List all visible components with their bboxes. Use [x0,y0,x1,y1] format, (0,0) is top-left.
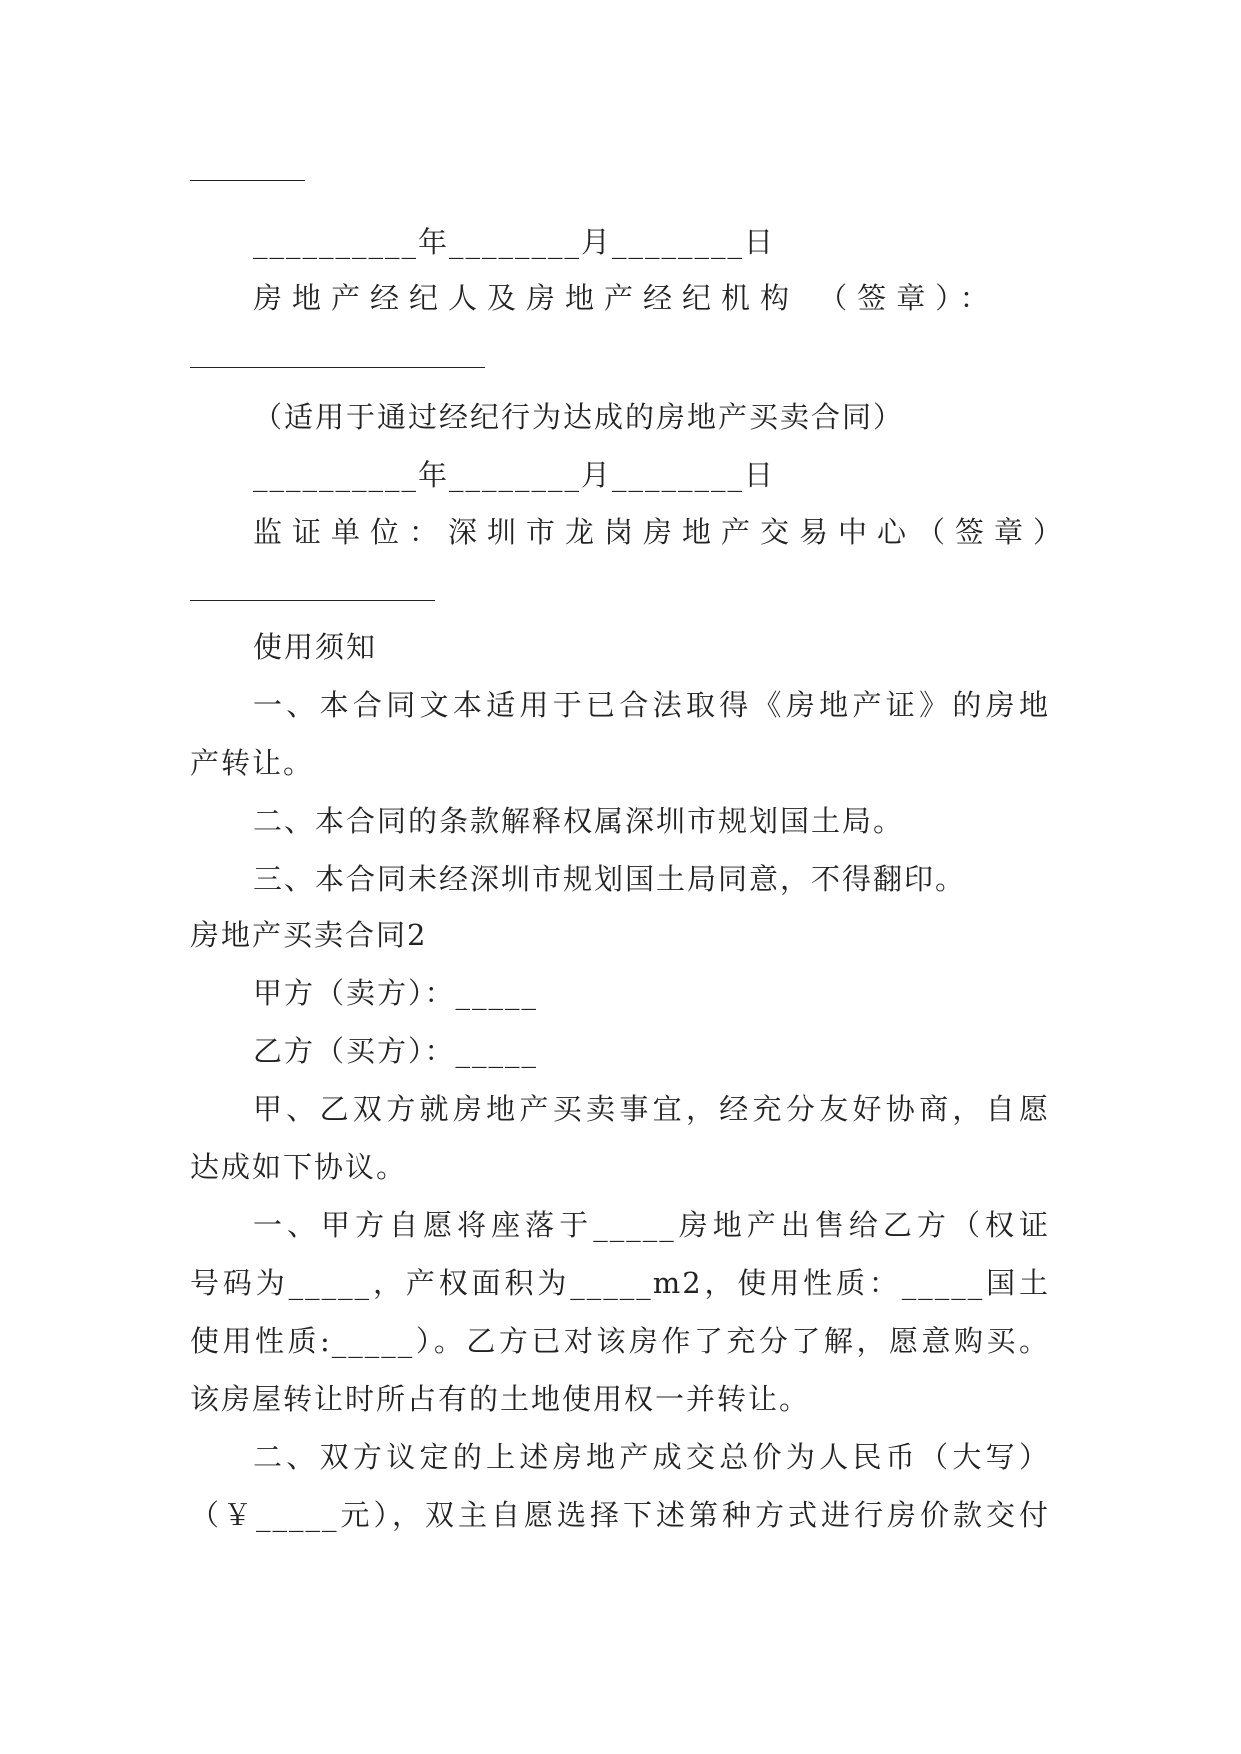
signature-blank-line [190,180,305,181]
date-line: __________年________月________日 [253,225,776,259]
broker-signature-line: 房地产经纪人及房地产经纪机构 （签章）： [253,281,999,315]
supervising-unit-line: 监证单位：深圳市龙岗房地产交易中心（签章） [253,515,1073,549]
clause-2-cont: （￥_____元），双主自愿选择下述第种方式进行房价款交付 [190,1498,1050,1532]
notice-item-1-cont: 产转让。 [190,746,315,780]
signature-blank-line [190,367,485,368]
clause-1-cont: 该房屋转让时所占有的土地使用权一并转让。 [190,1382,811,1416]
party-b-line: 乙方（买方）：_____ [253,1034,539,1068]
date-line: __________年________月________日 [253,458,776,492]
notice-item-2: 二、本合同的条款解释权属深圳市规划国土局。 [253,804,905,838]
contract-title: 房地产买卖合同2 [190,918,428,952]
contract-scope-note: （适用于通过经纪行为达成的房地产买卖合同） [253,400,905,434]
clause-1-cont: 号码为_____，产权面积为_____m2，使用性质：_____国土 [190,1266,1050,1300]
usage-notice-heading: 使用须知 [253,630,378,664]
preamble-paragraph: 甲、乙双方就房地产买卖事宜，经充分友好协商，自愿 [253,1092,1050,1126]
clause-1: 一、甲方自愿将座落于_____房地产出售给乙方（权证 [253,1208,1050,1242]
notice-item-1: 一、本合同文本适用于已合法取得《房地产证》的房地 [253,688,1050,722]
clause-2: 二、双方议定的上述房地产成交总价为人民币（大写） [253,1440,1050,1474]
preamble-paragraph-cont: 达成如下协议。 [190,1150,408,1184]
clause-1-cont: 使用性质:_____）。乙方已对该房作了充分了解，愿意购买。 [190,1324,1050,1358]
party-a-line: 甲方（卖方）：_____ [253,976,539,1010]
notice-item-3: 三、本合同未经深圳市规划国土局同意，不得翻印。 [253,862,967,896]
signature-blank-line [190,600,435,601]
